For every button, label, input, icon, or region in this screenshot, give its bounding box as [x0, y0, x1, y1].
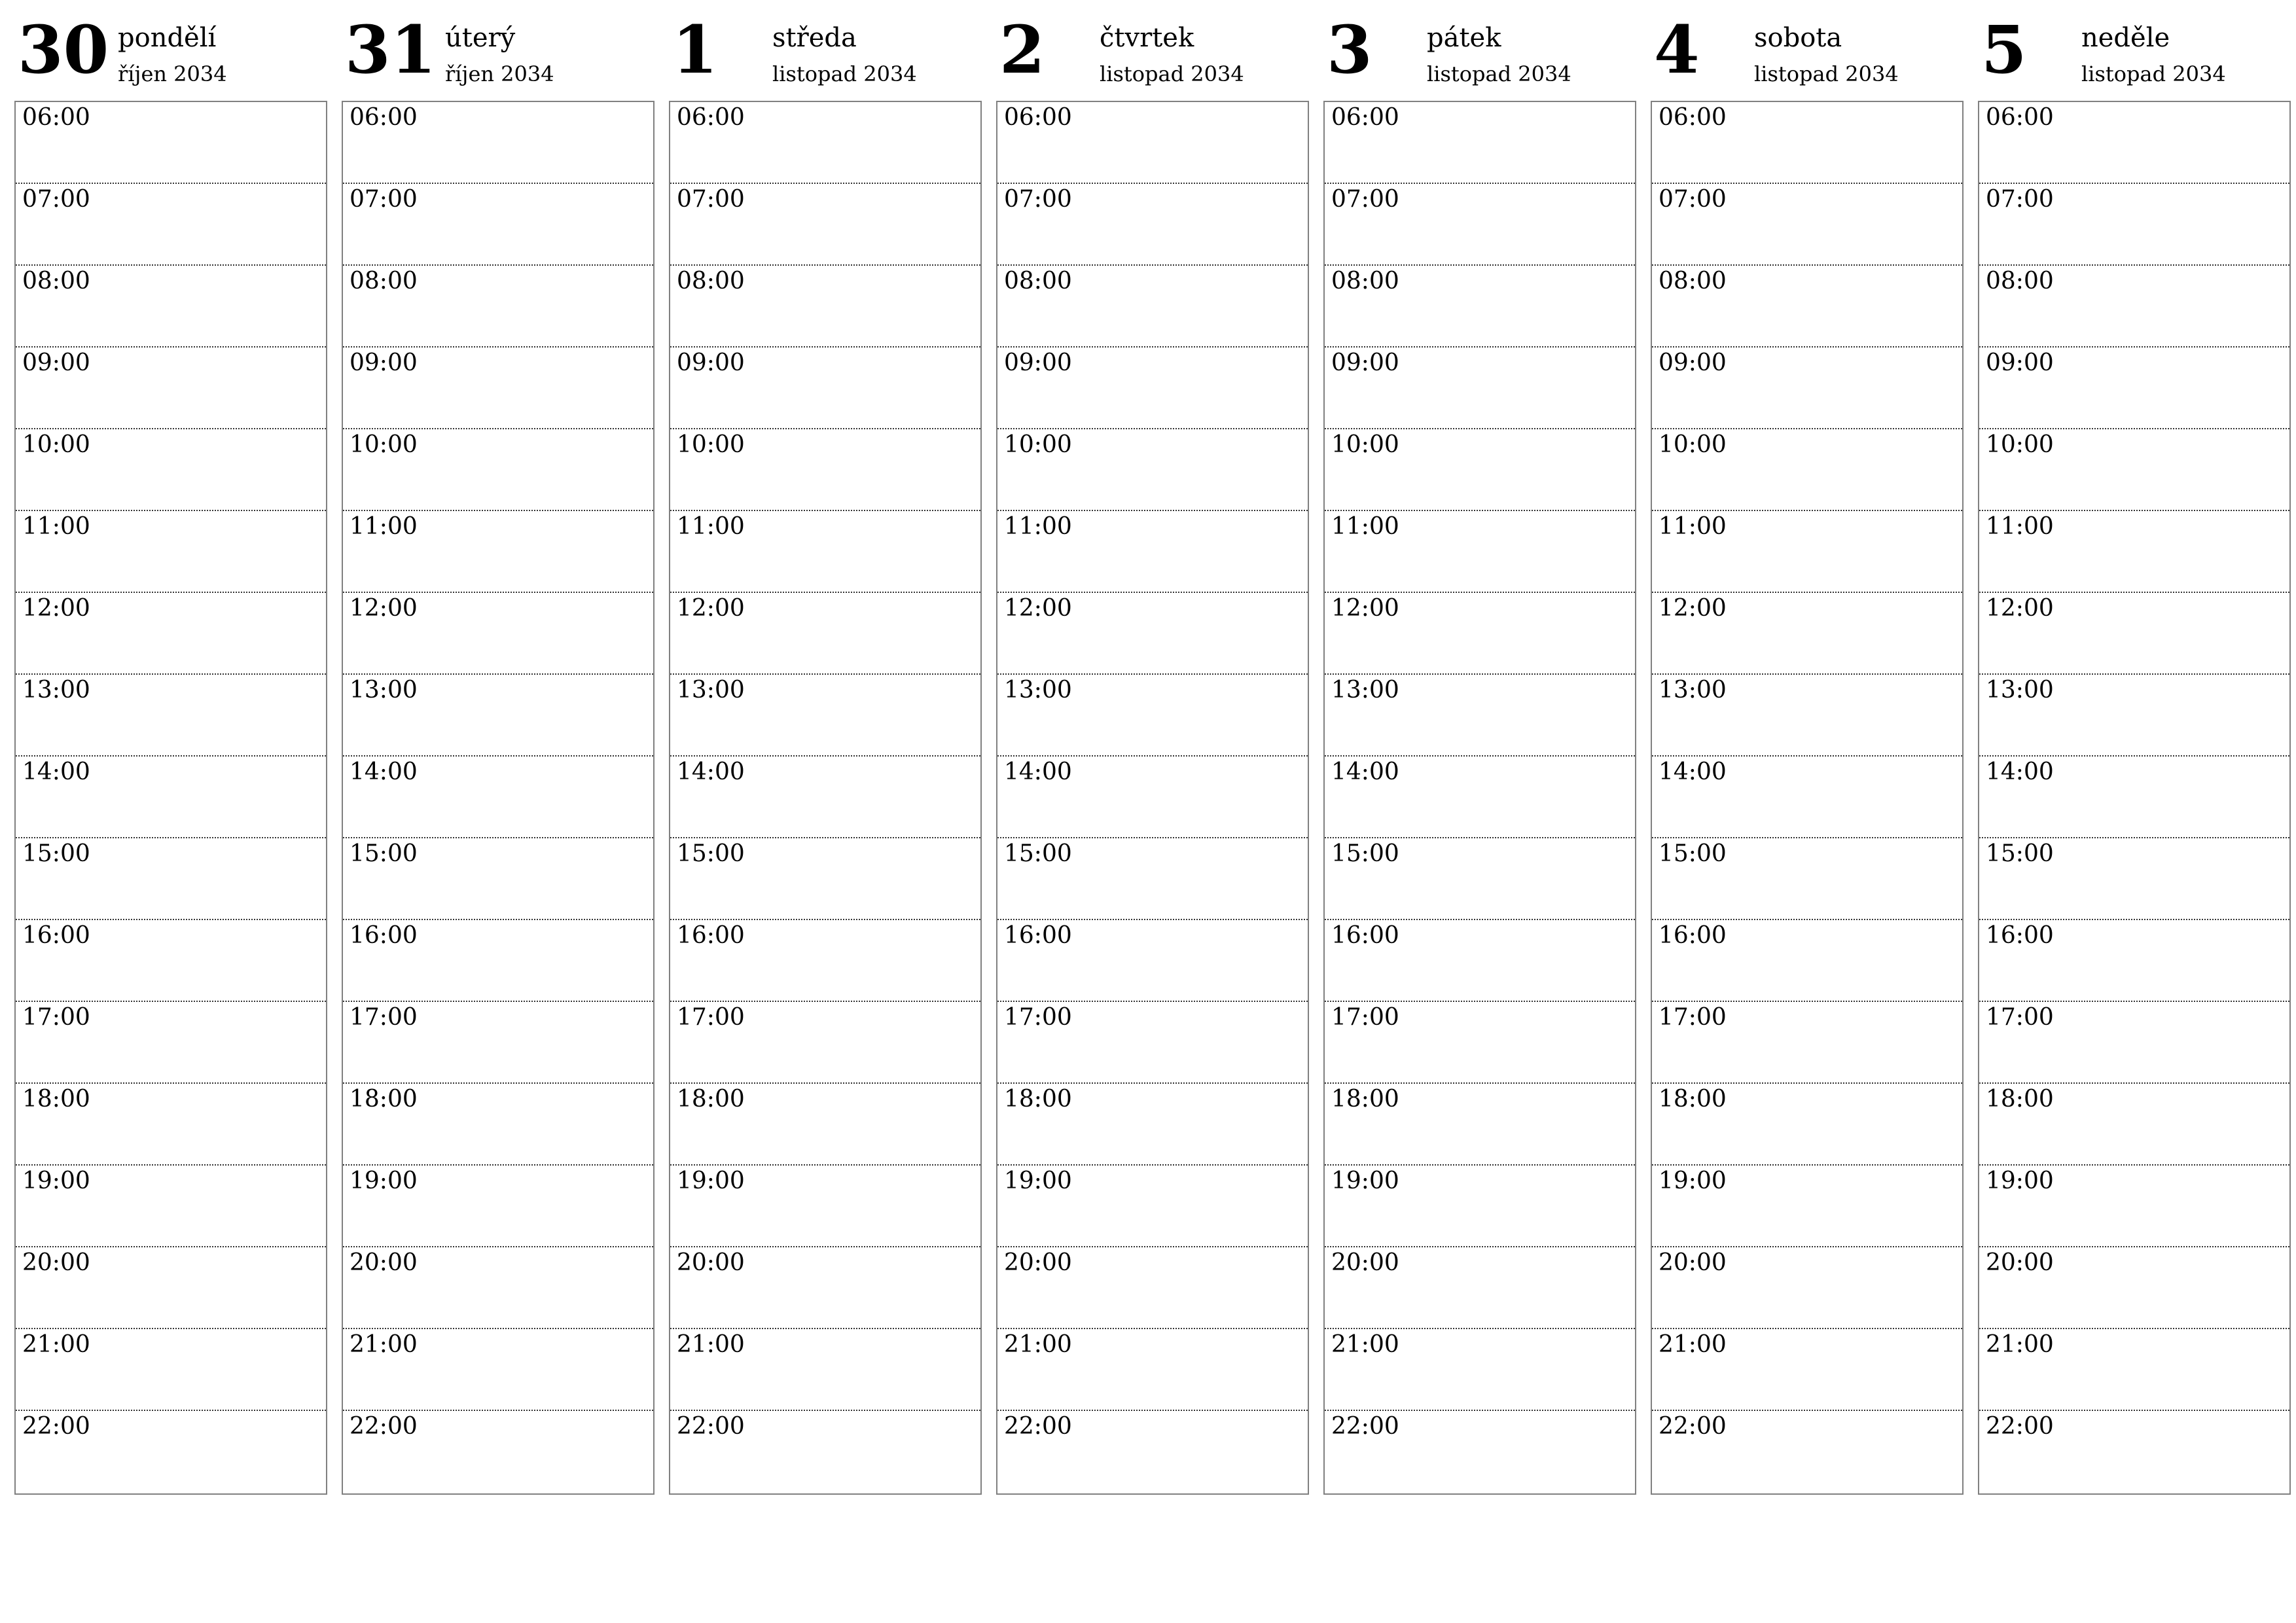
day-column [669, 0, 982, 1505]
time-label: 08:00 [350, 268, 418, 294]
time-slot[interactable] [16, 1328, 326, 1411]
time-label: 14:00 [1331, 758, 1399, 785]
time-slot[interactable] [16, 264, 326, 348]
time-label: 08:00 [1331, 268, 1399, 294]
time-label: 07:00 [22, 186, 90, 213]
time-slot[interactable] [1325, 1164, 1635, 1247]
time-slot[interactable] [16, 183, 326, 266]
time-label: 09:00 [677, 349, 745, 376]
time-slot[interactable] [343, 1164, 653, 1247]
time-slot[interactable] [16, 1001, 326, 1084]
day-schedule-box [996, 101, 1309, 1495]
time-slot[interactable] [1979, 592, 2289, 675]
time-slot[interactable] [1652, 1246, 1962, 1329]
time-label: 22:00 [1986, 1413, 2054, 1440]
time-label: 22:00 [1659, 1413, 1727, 1440]
time-label: 12:00 [22, 595, 90, 622]
time-label: 06:00 [350, 104, 418, 131]
time-label: 13:00 [1659, 677, 1727, 704]
day-header [1323, 0, 1636, 98]
time-label: 07:00 [1986, 186, 2054, 213]
time-slot[interactable] [343, 264, 653, 348]
time-label: 10:00 [350, 431, 418, 458]
time-label: 21:00 [1331, 1331, 1399, 1358]
day-header [1651, 0, 1964, 98]
time-slot[interactable] [1979, 1164, 2289, 1247]
time-slot[interactable] [1652, 1082, 1962, 1166]
time-slot[interactable] [16, 510, 326, 593]
day-schedule-box [342, 101, 655, 1495]
time-slot[interactable] [16, 1410, 326, 1493]
time-slot[interactable] [1652, 1410, 1962, 1493]
time-slot[interactable] [16, 592, 326, 675]
time-slot[interactable] [997, 264, 1308, 348]
time-label: 06:00 [1331, 104, 1399, 131]
time-label: 16:00 [22, 922, 90, 949]
time-slot[interactable] [16, 1246, 326, 1329]
time-label: 14:00 [22, 758, 90, 785]
day-number: 4 [1654, 11, 1700, 88]
day-name: sobota [1754, 23, 1842, 53]
time-slot[interactable] [670, 1164, 980, 1247]
time-slot[interactable] [343, 102, 653, 184]
time-label: 06:00 [22, 104, 90, 131]
time-label: 19:00 [677, 1168, 745, 1194]
day-name: čtvrtek [1100, 23, 1194, 53]
time-label: 18:00 [350, 1086, 418, 1113]
time-label: 20:00 [1004, 1249, 1072, 1276]
time-slot[interactable] [1979, 755, 2289, 838]
time-slot[interactable] [997, 183, 1308, 266]
time-slot[interactable] [997, 1001, 1308, 1084]
time-slot[interactable] [1979, 183, 2289, 266]
time-slot[interactable] [1325, 755, 1635, 838]
time-label: 13:00 [22, 677, 90, 704]
time-slot[interactable] [1325, 264, 1635, 348]
time-label: 11:00 [677, 513, 745, 540]
time-slot[interactable] [997, 346, 1308, 429]
day-month: listopad 2034 [1100, 62, 1244, 86]
day-month: listopad 2034 [2081, 62, 2226, 86]
time-label: 16:00 [1986, 922, 2054, 949]
time-label: 07:00 [677, 186, 745, 213]
day-schedule-box [1651, 101, 1964, 1495]
time-slot[interactable] [16, 755, 326, 838]
time-slot[interactable] [997, 428, 1308, 511]
time-slot[interactable] [997, 510, 1308, 593]
time-label: 08:00 [1986, 268, 2054, 294]
time-slot[interactable] [343, 1328, 653, 1411]
time-label: 09:00 [1659, 349, 1727, 376]
time-label: 10:00 [1986, 431, 2054, 458]
day-name: pondělí [118, 23, 217, 53]
time-slot[interactable] [1979, 346, 2289, 429]
time-label: 20:00 [1659, 1249, 1727, 1276]
time-label: 10:00 [22, 431, 90, 458]
time-label: 07:00 [350, 186, 418, 213]
time-slot[interactable] [1325, 346, 1635, 429]
day-column [1978, 0, 2291, 1505]
time-slot[interactable] [343, 183, 653, 266]
time-slot[interactable] [670, 1001, 980, 1084]
time-slot[interactable] [16, 1082, 326, 1166]
time-slot[interactable] [1325, 837, 1635, 920]
time-slot[interactable] [1325, 1328, 1635, 1411]
time-slot[interactable] [670, 510, 980, 593]
time-label: 06:00 [1004, 104, 1072, 131]
time-label: 17:00 [677, 1004, 745, 1031]
time-label: 15:00 [1331, 840, 1399, 867]
time-slot[interactable] [1979, 1001, 2289, 1084]
day-number: 30 [18, 11, 109, 88]
time-label: 07:00 [1331, 186, 1399, 213]
time-slot[interactable] [670, 102, 980, 184]
time-label: 17:00 [1659, 1004, 1727, 1031]
time-label: 07:00 [1659, 186, 1727, 213]
day-name: úterý [445, 23, 516, 53]
time-slot[interactable] [1652, 264, 1962, 348]
time-label: 10:00 [1004, 431, 1072, 458]
time-slot[interactable] [670, 1082, 980, 1166]
day-header [669, 0, 982, 98]
time-slot[interactable] [670, 183, 980, 266]
time-slot[interactable] [670, 1246, 980, 1329]
time-slot[interactable] [997, 837, 1308, 920]
time-label: 16:00 [677, 922, 745, 949]
day-header [1978, 0, 2291, 98]
time-slot[interactable] [1325, 592, 1635, 675]
time-label: 09:00 [1331, 349, 1399, 376]
time-slot[interactable] [997, 755, 1308, 838]
time-label: 09:00 [22, 349, 90, 376]
time-label: 14:00 [1986, 758, 2054, 785]
time-slot[interactable] [1652, 755, 1962, 838]
time-label: 11:00 [350, 513, 418, 540]
day-schedule-box [1978, 101, 2291, 1495]
time-slot[interactable] [997, 1164, 1308, 1247]
time-label: 17:00 [1331, 1004, 1399, 1031]
time-label: 09:00 [350, 349, 418, 376]
time-slot[interactable] [1979, 1246, 2289, 1329]
time-slot[interactable] [16, 837, 326, 920]
time-label: 15:00 [1986, 840, 2054, 867]
day-column [342, 0, 655, 1505]
time-label: 18:00 [1659, 1086, 1727, 1113]
day-number: 1 [672, 11, 718, 88]
time-label: 16:00 [1004, 922, 1072, 949]
time-slot[interactable] [343, 1082, 653, 1166]
time-slot[interactable] [997, 919, 1308, 1002]
time-slot[interactable] [16, 428, 326, 511]
time-slot[interactable] [343, 1410, 653, 1493]
time-label: 17:00 [350, 1004, 418, 1031]
time-label: 20:00 [677, 1249, 745, 1276]
time-slot[interactable] [343, 1246, 653, 1329]
time-label: 10:00 [1659, 431, 1727, 458]
time-label: 13:00 [1986, 677, 2054, 704]
time-label: 18:00 [677, 1086, 745, 1113]
time-slot[interactable] [1979, 1082, 2289, 1166]
day-number: 5 [1981, 11, 2027, 88]
day-number: 3 [1327, 11, 1372, 88]
day-month: říjen 2034 [445, 62, 554, 86]
time-label: 12:00 [1659, 595, 1727, 622]
time-slot[interactable] [1652, 1001, 1962, 1084]
time-label: 17:00 [1004, 1004, 1072, 1031]
day-schedule-box [14, 101, 327, 1495]
time-label: 19:00 [1331, 1168, 1399, 1194]
time-label: 20:00 [350, 1249, 418, 1276]
time-label: 12:00 [350, 595, 418, 622]
time-label: 14:00 [1004, 758, 1072, 785]
time-slot[interactable] [670, 755, 980, 838]
time-label: 17:00 [1986, 1004, 2054, 1031]
day-name: pátek [1427, 23, 1501, 53]
time-slot[interactable] [1979, 264, 2289, 348]
day-header [996, 0, 1309, 98]
day-month: listopad 2034 [772, 62, 917, 86]
time-slot[interactable] [997, 1246, 1308, 1329]
time-label: 06:00 [677, 104, 745, 131]
time-label: 22:00 [22, 1413, 90, 1440]
time-slot[interactable] [1652, 102, 1962, 184]
time-slot[interactable] [670, 919, 980, 1002]
time-label: 19:00 [350, 1168, 418, 1194]
time-label: 15:00 [1004, 840, 1072, 867]
time-label: 16:00 [350, 922, 418, 949]
time-slot[interactable] [1979, 102, 2289, 184]
time-slot[interactable] [1652, 673, 1962, 757]
time-label: 08:00 [22, 268, 90, 294]
time-label: 12:00 [1331, 595, 1399, 622]
time-slot[interactable] [16, 673, 326, 757]
time-slot[interactable] [670, 346, 980, 429]
time-slot[interactable] [343, 673, 653, 757]
time-slot[interactable] [1979, 1328, 2289, 1411]
time-slot[interactable] [670, 428, 980, 511]
time-label: 21:00 [1659, 1331, 1727, 1358]
time-slot[interactable] [343, 428, 653, 511]
time-slot[interactable] [1652, 428, 1962, 511]
day-column [1323, 0, 1636, 1505]
time-slot[interactable] [16, 1164, 326, 1247]
time-slot[interactable] [343, 837, 653, 920]
time-label: 19:00 [22, 1168, 90, 1194]
time-slot[interactable] [997, 1328, 1308, 1411]
time-slot[interactable] [343, 510, 653, 593]
time-label: 13:00 [1331, 677, 1399, 704]
time-slot[interactable] [16, 102, 326, 184]
time-label: 20:00 [1331, 1249, 1399, 1276]
time-label: 19:00 [1986, 1168, 2054, 1194]
time-label: 16:00 [1659, 922, 1727, 949]
time-slot[interactable] [1325, 919, 1635, 1002]
time-label: 21:00 [677, 1331, 745, 1358]
time-slot[interactable] [1979, 428, 2289, 511]
day-month: listopad 2034 [1754, 62, 1899, 86]
time-label: 11:00 [1659, 513, 1727, 540]
time-label: 22:00 [1004, 1413, 1072, 1440]
time-slot[interactable] [1325, 1001, 1635, 1084]
time-label: 12:00 [677, 595, 745, 622]
time-slot[interactable] [16, 346, 326, 429]
time-slot[interactable] [1325, 1410, 1635, 1493]
day-header [342, 0, 655, 98]
time-slot[interactable] [670, 673, 980, 757]
time-label: 09:00 [1986, 349, 2054, 376]
time-label: 10:00 [1331, 431, 1399, 458]
time-slot[interactable] [1325, 102, 1635, 184]
time-slot[interactable] [1652, 510, 1962, 593]
day-column [14, 0, 327, 1505]
time-slot[interactable] [997, 673, 1308, 757]
time-label: 11:00 [1986, 513, 2054, 540]
time-label: 18:00 [22, 1086, 90, 1113]
time-label: 22:00 [677, 1413, 745, 1440]
time-slot[interactable] [1652, 183, 1962, 266]
time-slot[interactable] [670, 837, 980, 920]
time-slot[interactable] [1325, 1246, 1635, 1329]
time-slot[interactable] [1325, 673, 1635, 757]
time-slot[interactable] [1652, 837, 1962, 920]
day-header [14, 0, 327, 98]
time-label: 15:00 [22, 840, 90, 867]
time-label: 21:00 [1004, 1331, 1072, 1358]
time-label: 15:00 [350, 840, 418, 867]
day-schedule-box [1323, 101, 1636, 1495]
time-label: 18:00 [1331, 1086, 1399, 1113]
time-slot[interactable] [1652, 1328, 1962, 1411]
time-label: 15:00 [677, 840, 745, 867]
time-slot[interactable] [1979, 510, 2289, 593]
time-label: 21:00 [22, 1331, 90, 1358]
time-slot[interactable] [1325, 183, 1635, 266]
time-label: 14:00 [1659, 758, 1727, 785]
time-label: 08:00 [677, 268, 745, 294]
time-label: 15:00 [1659, 840, 1727, 867]
time-slot[interactable] [16, 919, 326, 1002]
day-column [1651, 0, 1964, 1505]
time-slot[interactable] [997, 1410, 1308, 1493]
time-slot[interactable] [1979, 673, 2289, 757]
time-label: 19:00 [1659, 1168, 1727, 1194]
time-label: 14:00 [677, 758, 745, 785]
day-number: 31 [345, 11, 437, 88]
time-slot[interactable] [997, 592, 1308, 675]
time-slot[interactable] [1652, 1164, 1962, 1247]
time-slot[interactable] [997, 1082, 1308, 1166]
time-label: 16:00 [1331, 922, 1399, 949]
time-label: 13:00 [350, 677, 418, 704]
time-slot[interactable] [670, 592, 980, 675]
time-slot[interactable] [670, 264, 980, 348]
day-name: neděle [2081, 23, 2170, 53]
time-slot[interactable] [670, 1328, 980, 1411]
time-label: 11:00 [1331, 513, 1399, 540]
time-slot[interactable] [343, 592, 653, 675]
time-label: 09:00 [1004, 349, 1072, 376]
weekly-planner [14, 0, 2291, 1505]
time-label: 07:00 [1004, 186, 1072, 213]
time-label: 13:00 [1004, 677, 1072, 704]
time-label: 20:00 [22, 1249, 90, 1276]
time-label: 11:00 [22, 513, 90, 540]
time-label: 08:00 [1004, 268, 1072, 294]
time-label: 17:00 [22, 1004, 90, 1031]
day-number: 2 [999, 11, 1045, 88]
day-schedule-box [669, 101, 982, 1495]
day-month: říjen 2034 [118, 62, 227, 86]
time-label: 18:00 [1986, 1086, 2054, 1113]
time-slot[interactable] [1652, 346, 1962, 429]
time-slot[interactable] [1325, 1082, 1635, 1166]
time-label: 10:00 [677, 431, 745, 458]
time-slot[interactable] [997, 102, 1308, 184]
time-label: 20:00 [1986, 1249, 2054, 1276]
time-slot[interactable] [1652, 919, 1962, 1002]
time-label: 14:00 [350, 758, 418, 785]
day-month: listopad 2034 [1427, 62, 1571, 86]
time-label: 12:00 [1986, 595, 2054, 622]
time-label: 22:00 [1331, 1413, 1399, 1440]
time-slot[interactable] [670, 1410, 980, 1493]
time-slot[interactable] [1979, 1410, 2289, 1493]
time-label: 21:00 [350, 1331, 418, 1358]
time-label: 22:00 [350, 1413, 418, 1440]
time-slot[interactable] [1652, 592, 1962, 675]
time-slot[interactable] [1325, 510, 1635, 593]
time-slot[interactable] [1979, 837, 2289, 920]
time-label: 06:00 [1986, 104, 2054, 131]
time-label: 21:00 [1986, 1331, 2054, 1358]
time-slot[interactable] [343, 346, 653, 429]
time-slot[interactable] [1979, 919, 2289, 1002]
time-label: 11:00 [1004, 513, 1072, 540]
time-slot[interactable] [343, 755, 653, 838]
time-label: 12:00 [1004, 595, 1072, 622]
day-name: středa [772, 23, 857, 53]
time-label: 18:00 [1004, 1086, 1072, 1113]
time-label: 13:00 [677, 677, 745, 704]
time-slot[interactable] [343, 1001, 653, 1084]
time-slot[interactable] [1325, 428, 1635, 511]
day-column [996, 0, 1309, 1505]
time-label: 08:00 [1659, 268, 1727, 294]
time-slot[interactable] [343, 919, 653, 1002]
time-label: 06:00 [1659, 104, 1727, 131]
time-label: 19:00 [1004, 1168, 1072, 1194]
